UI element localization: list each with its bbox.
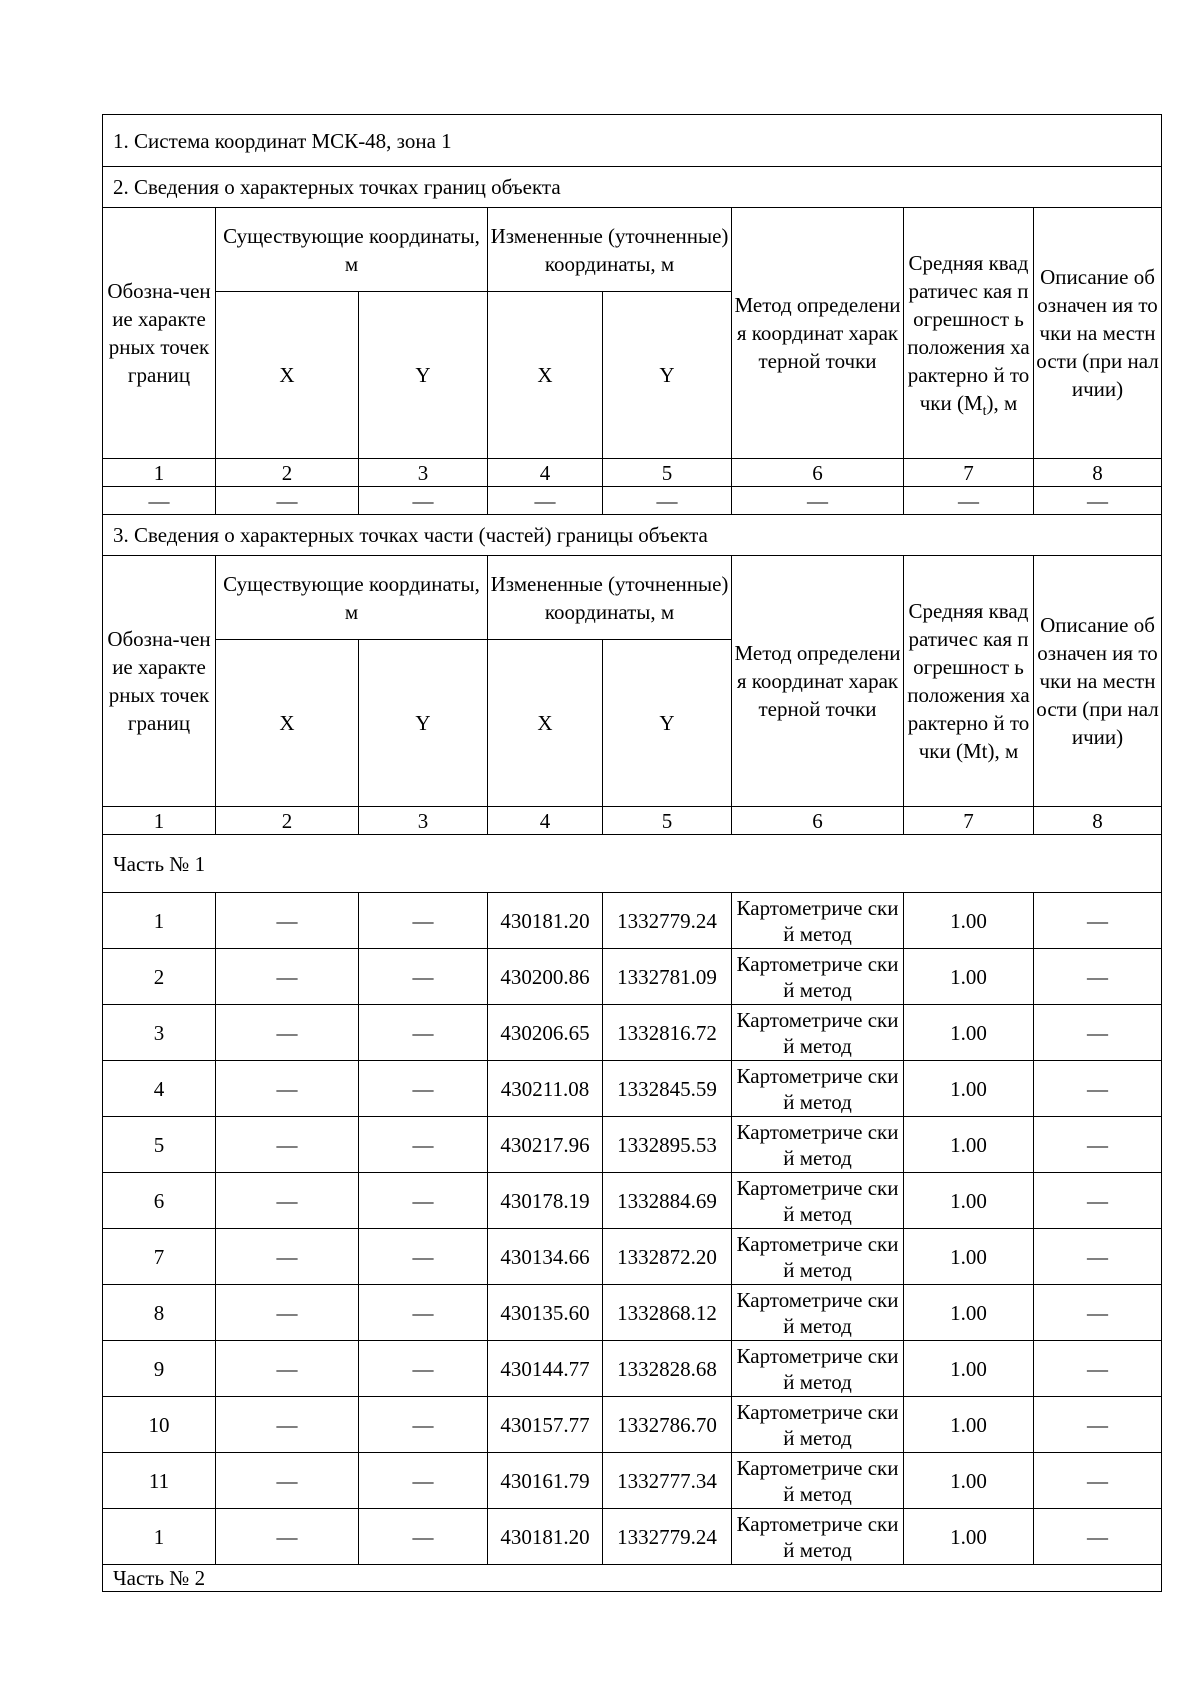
method-cell: Картометриче ский метод	[732, 1285, 904, 1341]
changed-x-cell: 430206.65	[488, 1005, 603, 1061]
part-1-rows	[103, 893, 1162, 1565]
table-row	[103, 1397, 1162, 1453]
table-cell: —	[488, 487, 603, 515]
header-existing-y: Y	[359, 292, 488, 459]
table-cell: —	[1034, 487, 1162, 515]
section2-table	[103, 208, 1162, 556]
changed-y-cell: 1332816.72	[603, 1005, 732, 1061]
point-number-cell: 8	[103, 1285, 216, 1341]
table-cell: —	[732, 487, 904, 515]
existing-y-cell: —	[359, 893, 488, 949]
changed-y-cell: 1332779.24	[603, 893, 732, 949]
header-designation: Обозна-чение характе рных точек границ	[103, 556, 216, 807]
section1-title: 1. Система координат МСК-48, зона 1	[103, 115, 1162, 167]
accuracy-cell: 1.00	[904, 1397, 1034, 1453]
column-numbers-row	[103, 459, 1162, 487]
changed-x-cell: 430200.86	[488, 949, 603, 1005]
column-number: 7	[904, 807, 1034, 835]
point-number-cell: 6	[103, 1173, 216, 1229]
column-number: 2	[216, 459, 359, 487]
method-cell: Картометриче ский метод	[732, 1005, 904, 1061]
column-number: 6	[732, 807, 904, 835]
method-cell: Картометриче ский метод	[732, 1397, 904, 1453]
changed-y-cell: 1332845.59	[603, 1061, 732, 1117]
header-existing: Существующие координаты, м	[216, 556, 488, 640]
existing-x-cell: —	[216, 949, 359, 1005]
description-cell: —	[1034, 893, 1162, 949]
accuracy-cell: 1.00	[904, 1285, 1034, 1341]
table-cell: —	[603, 487, 732, 515]
existing-y-cell: —	[359, 1173, 488, 1229]
description-cell: —	[1034, 1061, 1162, 1117]
description-cell: —	[1034, 949, 1162, 1005]
changed-y-cell: 1332868.12	[603, 1285, 732, 1341]
column-number: 8	[1034, 807, 1162, 835]
accuracy-cell: 1.00	[904, 893, 1034, 949]
column-number: 5	[603, 807, 732, 835]
table-row	[103, 949, 1162, 1005]
table-row	[103, 1117, 1162, 1173]
description-cell: —	[1034, 1397, 1162, 1453]
existing-y-cell: —	[359, 1285, 488, 1341]
column-numbers-row	[103, 807, 1162, 835]
part-2-body	[103, 1565, 1162, 1592]
description-cell: —	[1034, 1173, 1162, 1229]
changed-x-cell: 430211.08	[488, 1061, 603, 1117]
table-row	[103, 893, 1162, 949]
method-cell: Картометриче ский метод	[732, 1453, 904, 1509]
existing-x-cell: —	[216, 1005, 359, 1061]
changed-x-cell: 430144.77	[488, 1341, 603, 1397]
description-cell: —	[1034, 1117, 1162, 1173]
section3-table	[103, 556, 1162, 893]
method-cell: Картометриче ский метод	[732, 1341, 904, 1397]
changed-x-cell: 430181.20	[488, 893, 603, 949]
accuracy-cell: 1.00	[904, 949, 1034, 1005]
existing-y-cell: —	[359, 1453, 488, 1509]
coordinates-table	[102, 114, 1162, 1592]
column-number: 7	[904, 459, 1034, 487]
document-page	[102, 114, 1161, 1592]
column-number: 4	[488, 807, 603, 835]
point-number-cell: 3	[103, 1005, 216, 1061]
table-cell: —	[216, 487, 359, 515]
accuracy-cell: 1.00	[904, 1341, 1034, 1397]
table-row	[103, 1453, 1162, 1509]
column-number: 3	[359, 807, 488, 835]
part-2-label: Часть № 2	[103, 1565, 1162, 1592]
header-description: Описание обозначен ия точки на местности (при наличии)	[1034, 208, 1162, 459]
description-cell: —	[1034, 1453, 1162, 1509]
point-number-cell: 7	[103, 1229, 216, 1285]
section1-body	[103, 115, 1162, 208]
accuracy-cell: 1.00	[904, 1453, 1034, 1509]
existing-x-cell: —	[216, 1453, 359, 1509]
point-number-cell: 10	[103, 1397, 216, 1453]
existing-x-cell: —	[216, 1285, 359, 1341]
header-existing: Существующие координаты, м	[216, 208, 488, 292]
point-number-cell: 5	[103, 1117, 216, 1173]
changed-y-cell: 1332781.09	[603, 949, 732, 1005]
method-cell: Картометриче ский метод	[732, 1173, 904, 1229]
column-number: 6	[732, 459, 904, 487]
changed-x-cell: 430217.96	[488, 1117, 603, 1173]
changed-y-cell: 1332786.70	[603, 1397, 732, 1453]
column-number: 3	[359, 459, 488, 487]
column-number: 8	[1034, 459, 1162, 487]
section2-title: 2. Сведения о характерных точках границ объекта	[103, 167, 1162, 208]
changed-x-cell: 430135.60	[488, 1285, 603, 1341]
table-cell: —	[359, 487, 488, 515]
accuracy-cell: 1.00	[904, 1173, 1034, 1229]
point-number-cell: 1	[103, 1509, 216, 1565]
existing-y-cell: —	[359, 1341, 488, 1397]
table-row	[103, 1509, 1162, 1565]
column-number: 4	[488, 459, 603, 487]
table-row	[103, 1341, 1162, 1397]
header-description: Описание обозначен ия точки на местности (при наличии)	[1034, 556, 1162, 807]
changed-y-cell: 1332777.34	[603, 1453, 732, 1509]
existing-y-cell: —	[359, 1117, 488, 1173]
table-row	[103, 1005, 1162, 1061]
table-row	[103, 1285, 1162, 1341]
header-accuracy-suffix: ), м	[986, 391, 1018, 415]
changed-x-cell: 430161.79	[488, 1453, 603, 1509]
existing-x-cell: —	[216, 1061, 359, 1117]
changed-y-cell: 1332779.24	[603, 1509, 732, 1565]
header-changed-x: X	[488, 292, 603, 459]
existing-x-cell: —	[216, 1509, 359, 1565]
header-designation: Обозна-чение характе рных точек границ	[103, 208, 216, 459]
method-cell: Картометриче ский метод	[732, 893, 904, 949]
accuracy-cell: 1.00	[904, 1229, 1034, 1285]
point-number-cell: 1	[103, 893, 216, 949]
header-method: Метод определения координат характерной точки	[732, 556, 904, 807]
changed-y-cell: 1332828.68	[603, 1341, 732, 1397]
table-cell: —	[103, 487, 216, 515]
table-row	[103, 1173, 1162, 1229]
column-number: 1	[103, 459, 216, 487]
point-number-cell: 2	[103, 949, 216, 1005]
changed-x-cell: 430134.66	[488, 1229, 603, 1285]
method-cell: Картометриче ский метод	[732, 1117, 904, 1173]
existing-y-cell: —	[359, 1005, 488, 1061]
header-method: Метод определения координат характерной точки	[732, 208, 904, 459]
accuracy-cell: 1.00	[904, 1061, 1034, 1117]
method-cell: Картометриче ский метод	[732, 1229, 904, 1285]
accuracy-cell: 1.00	[904, 1117, 1034, 1173]
point-number-cell: 11	[103, 1453, 216, 1509]
accuracy-cell: 1.00	[904, 1005, 1034, 1061]
header-changed-x: X	[488, 640, 603, 807]
existing-x-cell: —	[216, 1117, 359, 1173]
table-cell: —	[904, 487, 1034, 515]
header-accuracy-sub: t	[982, 404, 987, 420]
existing-y-cell: —	[359, 1061, 488, 1117]
existing-x-cell: —	[216, 1229, 359, 1285]
method-cell: Картометриче ский метод	[732, 1509, 904, 1565]
table-row	[103, 1229, 1162, 1285]
header-changed-y: Y	[603, 640, 732, 807]
description-cell: —	[1034, 1005, 1162, 1061]
existing-y-cell: —	[359, 949, 488, 1005]
existing-x-cell: —	[216, 893, 359, 949]
section3-title: 3. Сведения о характерных точках части (частей) границы объекта	[103, 515, 1162, 556]
description-cell: —	[1034, 1229, 1162, 1285]
method-cell: Картометриче ский метод	[732, 1061, 904, 1117]
column-number: 5	[603, 459, 732, 487]
header-accuracy	[904, 208, 1034, 459]
changed-x-cell: 430157.77	[488, 1397, 603, 1453]
header-accuracy: Средняя квадратичес кая погрешност ь положения характерно й точки (Mt), м	[904, 556, 1034, 807]
existing-x-cell: —	[216, 1397, 359, 1453]
table-row	[103, 1061, 1162, 1117]
existing-y-cell: —	[359, 1397, 488, 1453]
header-existing-y: Y	[359, 640, 488, 807]
changed-y-cell: 1332884.69	[603, 1173, 732, 1229]
header-accuracy-prefix: Средняя квадратичес кая погрешност ь положения характерно й точки (M	[907, 251, 1030, 415]
description-cell: —	[1034, 1341, 1162, 1397]
changed-y-cell: 1332872.20	[603, 1229, 732, 1285]
existing-x-cell: —	[216, 1173, 359, 1229]
existing-y-cell: —	[359, 1229, 488, 1285]
header-existing-x: X	[216, 292, 359, 459]
description-cell: —	[1034, 1285, 1162, 1341]
header-changed: Измененные (уточненные) координаты, м	[488, 208, 732, 292]
method-cell: Картометриче ский метод	[732, 949, 904, 1005]
existing-x-cell: —	[216, 1341, 359, 1397]
column-number: 2	[216, 807, 359, 835]
section2-data-row	[103, 487, 1162, 515]
column-number: 1	[103, 807, 216, 835]
changed-x-cell: 430178.19	[488, 1173, 603, 1229]
changed-y-cell: 1332895.53	[603, 1117, 732, 1173]
existing-y-cell: —	[359, 1509, 488, 1565]
changed-x-cell: 430181.20	[488, 1509, 603, 1565]
accuracy-cell: 1.00	[904, 1509, 1034, 1565]
part-1-label: Часть № 1	[103, 835, 1162, 893]
header-existing-x: X	[216, 640, 359, 807]
point-number-cell: 9	[103, 1341, 216, 1397]
header-changed-y: Y	[603, 292, 732, 459]
header-changed: Измененные (уточненные) координаты, м	[488, 556, 732, 640]
point-number-cell: 4	[103, 1061, 216, 1117]
description-cell: —	[1034, 1509, 1162, 1565]
